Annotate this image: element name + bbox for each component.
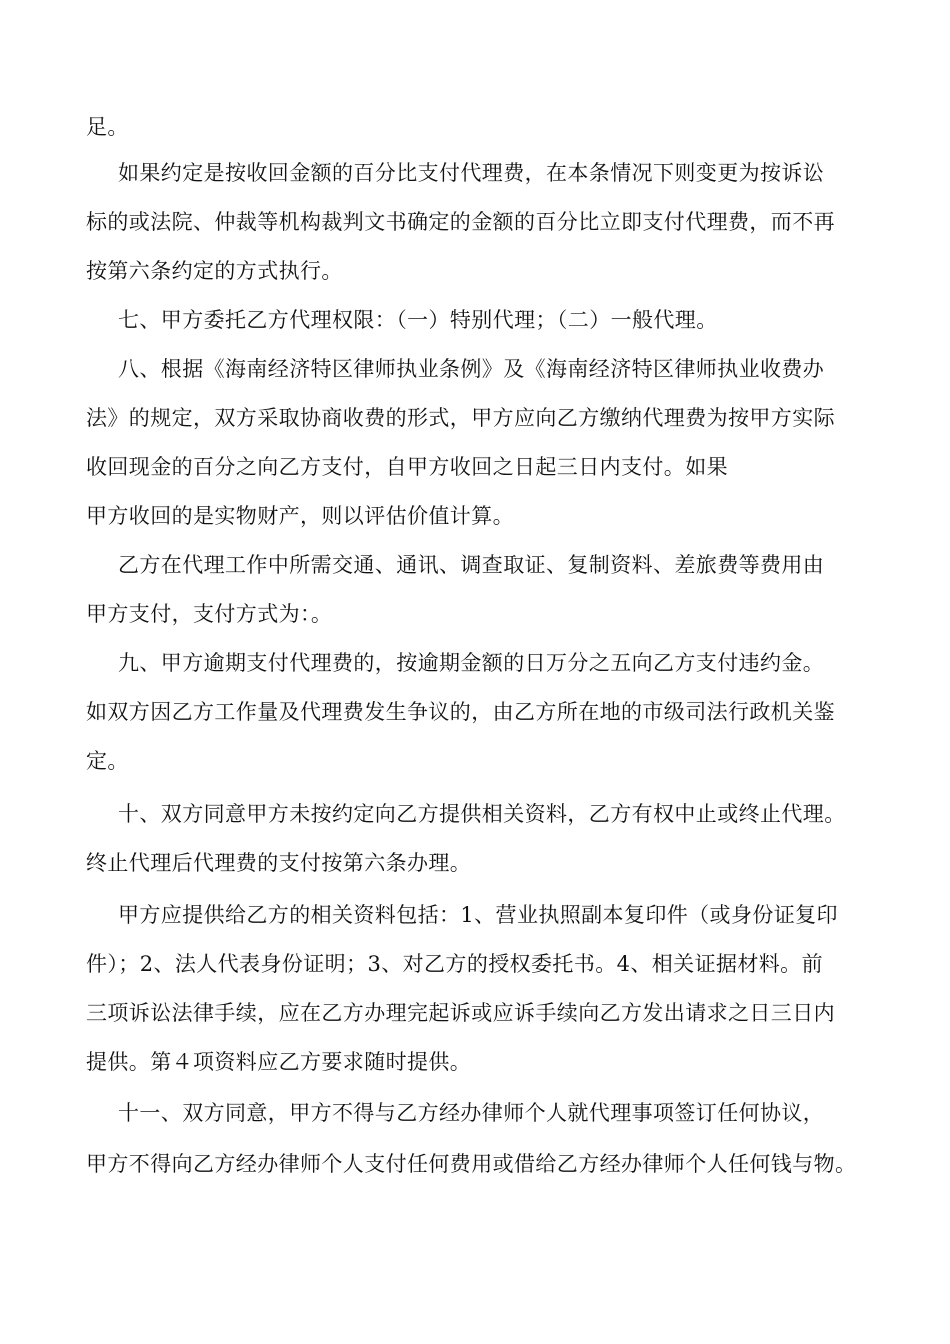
text-line: 三项诉讼法律手续，应在乙方办理完起诉或应诉手续向乙方发出请求之日三日内 bbox=[86, 1001, 835, 1025]
text-line: 终止代理后代理费的支付按第六条办理。 bbox=[86, 851, 472, 875]
text-line: 乙方在代理工作中所需交通、通讯、调查取证、复制资料、差旅费等费用由 bbox=[118, 553, 825, 577]
text-line: 定。 bbox=[86, 749, 129, 773]
text-line: 按第六条约定的方式执行。 bbox=[86, 259, 343, 283]
text-line: 如果约定是按收回金额的百分比支付代理费，在本条情况下则变更为按诉讼 bbox=[118, 161, 825, 185]
text-line: 甲方应提供给乙方的相关资料包括：1、营业执照副本复印件（或身份证复印 bbox=[118, 903, 838, 927]
text-line: 提供。第４项资料应乙方要求随时提供。 bbox=[86, 1050, 472, 1074]
text-line: 十一、双方同意，甲方不得与乙方经办律师个人就代理事项签订任何协议， bbox=[118, 1101, 825, 1125]
text-line: 十、双方同意甲方未按约定向乙方提供相关资料，乙方有权中止或终止代理。 bbox=[118, 802, 846, 826]
text-line: 甲方收回的是实物财产，则以评估价值计算。 bbox=[86, 504, 514, 528]
text-line: 七、甲方委托乙方代理权限：（一）特别代理；（二）一般代理。 bbox=[118, 308, 718, 332]
text-line: 八、根据《海南经济特区律师执业条例》及《海南经济特区律师执业收费办 bbox=[118, 357, 825, 381]
text-line: 标的或法院、仲裁等机构裁判文书确定的金额的百分比立即支付代理费，而不再 bbox=[86, 210, 835, 234]
text-line: 九、甲方逾期支付代理费的，按逾期金额的日万分之五向乙方支付违约金。 bbox=[118, 651, 825, 675]
text-line: 足。 bbox=[86, 115, 129, 139]
text-line: 如双方因乙方工作量及代理费发生争议的，由乙方所在地的市级司法行政机关鉴 bbox=[86, 700, 835, 724]
text-line: 甲方支付，支付方式为：。 bbox=[86, 602, 333, 626]
text-line: 甲方不得向乙方经办律师个人支付任何费用或借给乙方经办律师个人任何钱与物。 bbox=[86, 1152, 857, 1176]
text-line: 法》的规定，双方采取协商收费的形式，甲方应向乙方缴纳代理费为按甲方实际 bbox=[86, 406, 835, 430]
text-line: 件）；2、法人代表身份证明；3、对乙方的授权委托书。4、相关证据材料。前 bbox=[86, 952, 823, 976]
text-line: 收回现金的百分之向乙方支付，自甲方收回之日起三日内支付。如果 bbox=[86, 455, 728, 479]
